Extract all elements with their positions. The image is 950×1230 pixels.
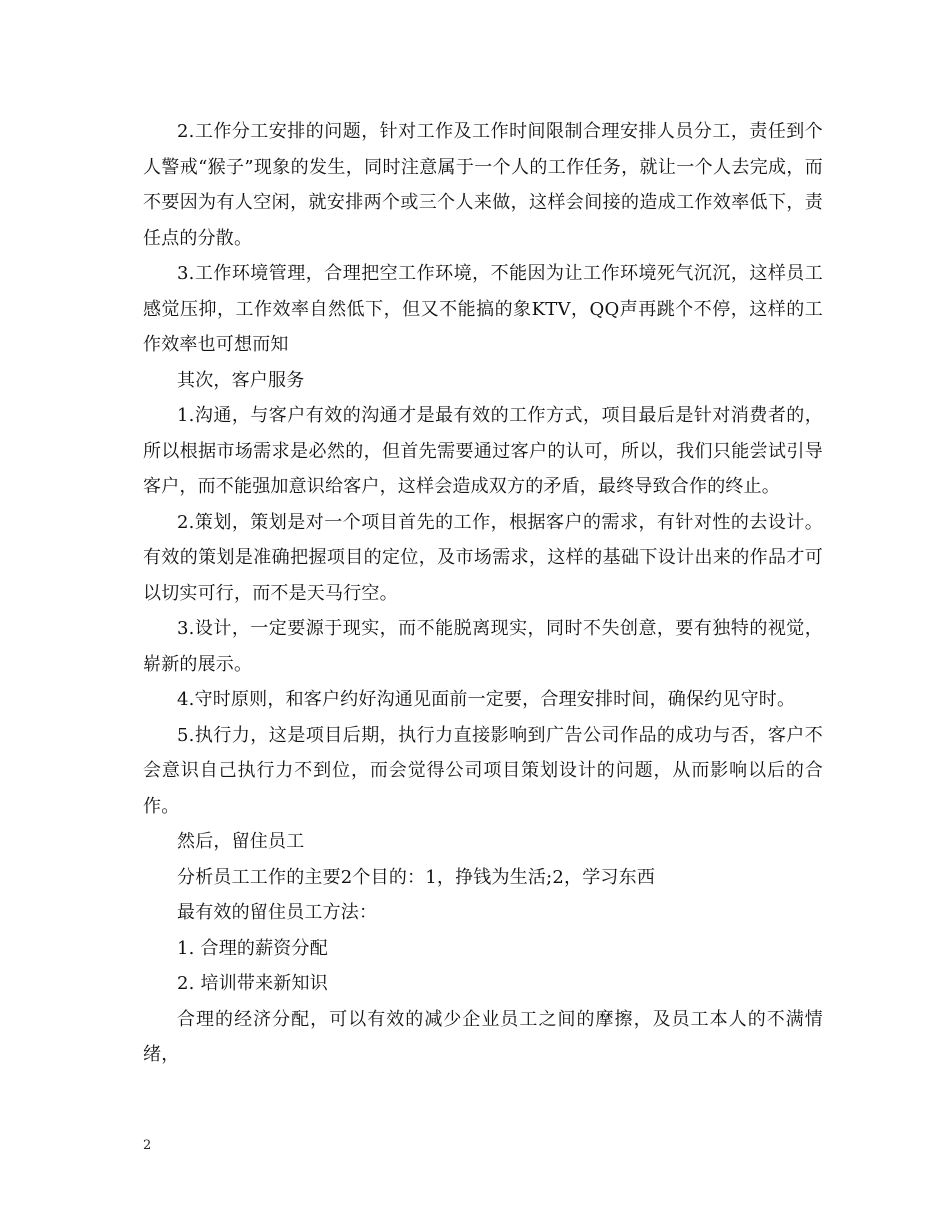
paragraph-planning: 2.策划，策划是对一个项目首先的工作，根据客户的需求，有针对性的去设计。有效的策划是准确把握项目的定位，及市场需求，这样的基础下设计出来的作品才可以切实可行，而不是天马行空。 <box>143 511 823 604</box>
section-heading-customer-service: 其次，客户服务 <box>177 369 305 391</box>
paragraph-retention-methods: 最有效的留住员工方法： <box>177 902 378 923</box>
page-number: 2 <box>143 1138 152 1153</box>
document-body <box>143 114 823 1073</box>
paragraph-punctuality: 4.守时原则，和客户约好沟通见面前一定要，合理安排时间，确保约见守时。 <box>177 689 796 710</box>
paragraph-execution: 5.执行力，这是项目后期，执行力直接影响到广告公司作品的成功与否，客户不会意识自己执行力不到位，而会觉得公司项目策划设计的问题，从而影响以后的合作。 <box>143 724 823 817</box>
paragraph-work-division: 2.工作分工安排的问题，针对工作及工作时间限制合理安排人员分工，责任到个人警戒“猴子”现象的发生，同时注意属于一个人的工作任务，就让一个人去完成，而不要因为有人空闲，就安排两个或三个人来做，这样会间接的造成工作效率低下，责任点的分散。 <box>143 121 823 249</box>
paragraph-economic-distribution: 合理的经济分配，可以有效的减少企业员工之间的摩擦，及员工本人的不满情绪， <box>143 1008 823 1065</box>
list-item-training: 2. 培训带来新知识 <box>177 973 328 994</box>
paragraph-work-environment: 3.工作环境管理，合理把空工作环境，不能因为让工作环境死气沉沉，这样员工感觉压抑，工作效率自然低下，但又不能搞的象KTV，QQ声再跳个不停，这样的工作效率也可想而知 <box>143 263 823 355</box>
paragraph-communication: 1.沟通，与客户有效的沟通才是最有效的工作方式，项目最后是针对消费者的，所以根据市场需求是必然的，但首先需要通过客户的认可，所以，我们只能尝试引导客户，而不能强加意识给客户，这样会造成双方的矛盾，最终导致合作的终止。 <box>143 405 823 497</box>
paragraph-staff-goals: 分析员工工作的主要2个目的：1，挣钱为生活;2，学习东西 <box>177 866 656 888</box>
list-item-salary: 1. 合理的薪资分配 <box>177 937 328 959</box>
paragraph-design: 3.设计，一定要源于现实，而不能脱离现实，同时不失创意，要有独特的视觉，崭新的展示。 <box>143 618 823 675</box>
section-heading-retain-staff: 然后，留住员工 <box>177 831 305 852</box>
